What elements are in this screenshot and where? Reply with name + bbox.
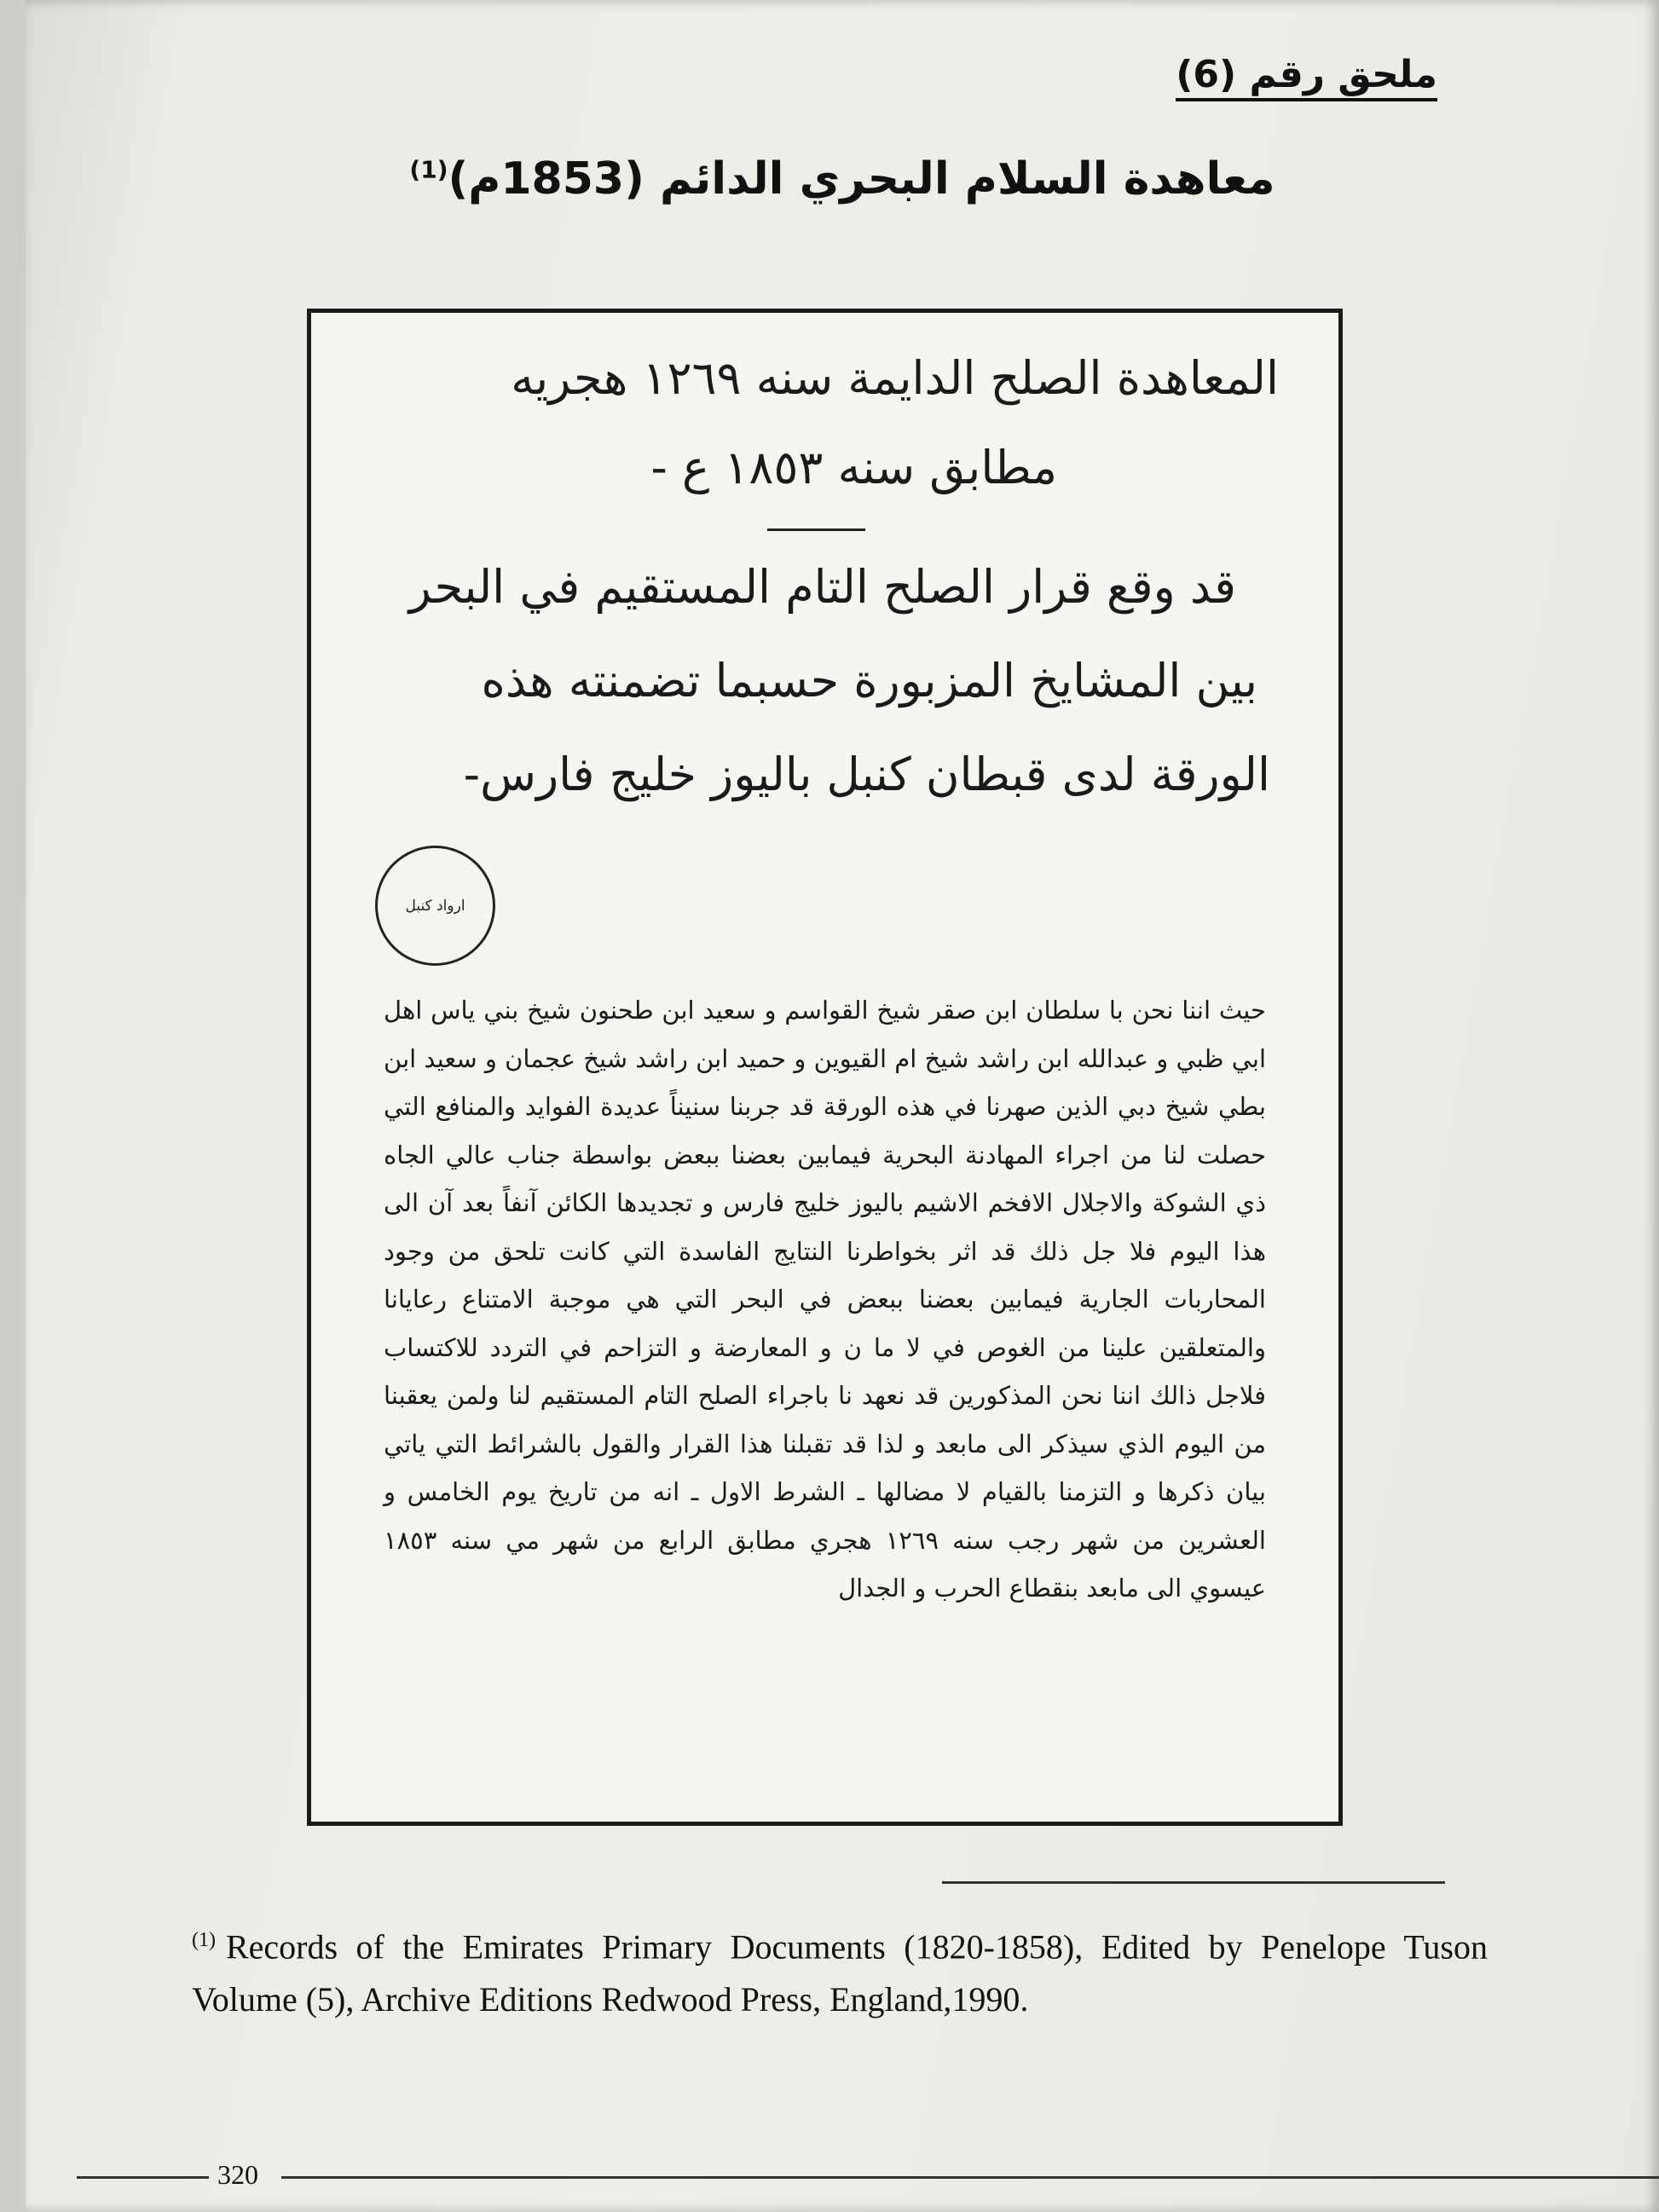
bottom-rule-left [77,2176,209,2179]
bottom-rule-right [281,2176,1659,2179]
footnote-marker: (1) [192,1929,216,1951]
treaty-title [26,153,1659,205]
footnote-reference: (1) [409,155,448,184]
seal-text: ارواد كنبل [405,897,465,915]
document-heading-line-1: المعاهدة الصلح الدايمة سنه ١٢٦٩ هجريه [511,351,1279,405]
page-number: 320 [217,2159,258,2190]
document-intro-line-3: الورقة لدى قبطان كنبل باليوز خليج فارس- [463,748,1270,801]
document-intro-line-2: بين المشايخ المزبورة حسبما تضمنته هذه [481,654,1257,707]
footnote [192,1914,1488,2026]
book-page [26,0,1659,2212]
footnote-divider [942,1881,1445,1884]
document-heading-line-2: مطابق سنه ١٨٥٣ ع - [650,441,1057,494]
seal-stamp [375,846,495,966]
document-intro-line-1: قد وقع قرار الصلح التام المستقيم في البحر [408,560,1236,614]
treaty-title-text: معاهدة السلام البحري الدائم (1853م) [448,153,1275,205]
heading-divider [767,528,865,531]
treaty-document-image [307,309,1343,1826]
annex-title: ملحق رقم (6) [1176,53,1437,101]
document-body-text: حيث اننا نحن با سلطان ابن صقر شيخ القواسم و سعيد ابن طحنون شيخ بني ياس اهل ابي ظبي و عبدالله ابن راشد شيخ ام القيوين و حميد ابن راشد شيخ عجمان و سعيد ابن بطي شيخ دبي الذين صهرنا في هذه الورقة قد جربنا سنيناً عديدة الفوايد والمنافع التي حصلت لنا من اجراء المهادنة البحرية فيمابين بعضنا ببعض بواسطة جناب عالي الجاه ذي الشوكة والاجلال الافخم الاشيم باليوز خليج فارس و تجديدها الكائن آنفاً بعد آن الى هذا اليوم فلا جل ذلك قد اثر بخواطرنا النتايج الفاسدة التي كانت تلحق من وجود المحاربات الجارية فيمابين بعضنا ببعض في البحر التي هي موجبة الامتناع رعايانا والمتعلقين علينا من الغوص في لا ما ن و المعارضة و التزاحم في التردد للاكتساب فلاجل ذالك اننا نحن المذكورين قد نعهد نا باجراء الصلح التام المستقيم لنا ولمن يعقبنا من اليوم الذي سيذكر الى مابعد و لذا قد تقبلنا هذا القرار والقول بالشرائط التي ياتي بيان ذكرها و التزمنا بالقيام لا مضالها ـ الشرط الاول ـ انه من تاريخ يوم الخامس و العشرين من شهر رجب سنه ١٢٦٩ هجري مطابق الرابع من شهر مي سنه ١٨٥٣ عيسوي الى مابعد بنقطاع الحرب و الجدال [384,996,1266,1603]
footnote-text: Records of the Emirates Primary Documents (1820-1858), Edited by Penelope Tuson Volume (5), Archive Editions Redwood Press, England,1990. [192,1927,1488,2019]
